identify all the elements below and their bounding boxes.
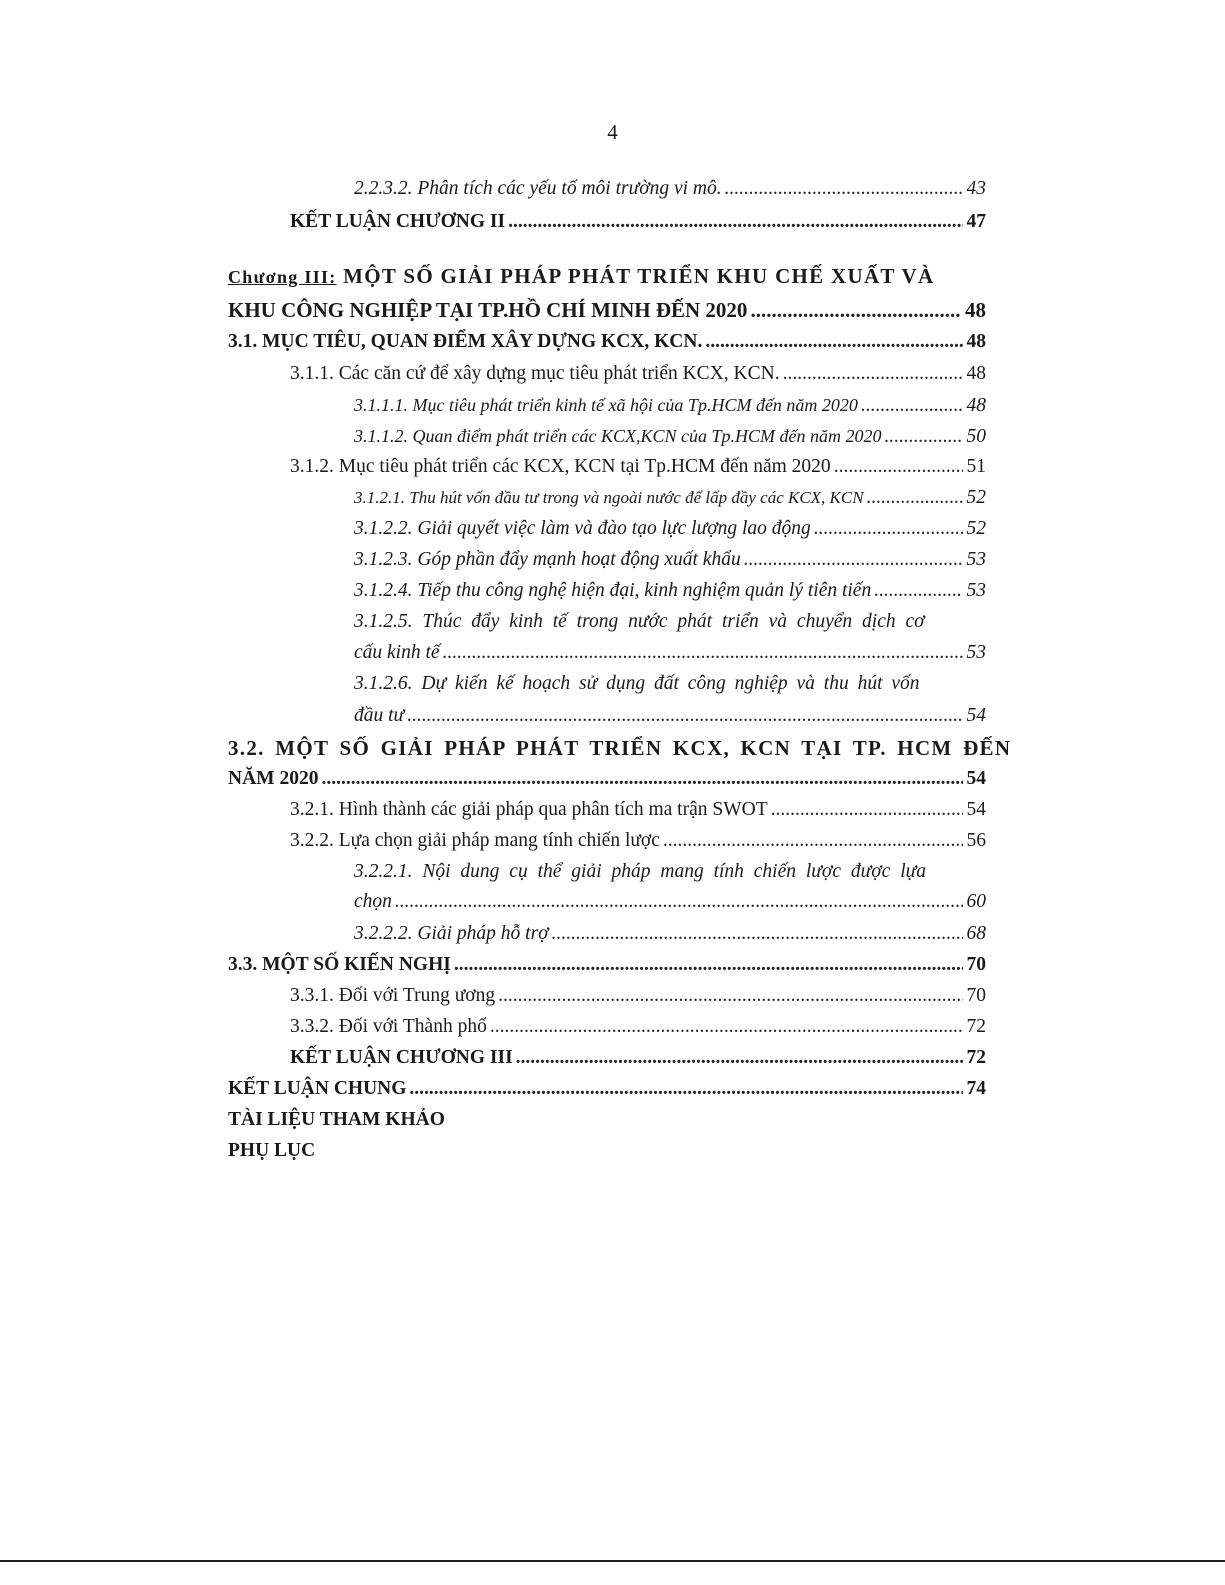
page-bottom-rule: [0, 1560, 1225, 1562]
dot-leader: [744, 547, 963, 573]
toc-entry-title: 3.2.2.1. Nội dung cụ thể giải pháp mang tính chiến lược được lựa: [354, 861, 926, 882]
toc-entry-title: 3.1.2.6. Dự kiến kế hoạch sử dụng đất công nghiệp và thu hút vốn: [354, 673, 920, 694]
dot-leader: [705, 329, 962, 355]
toc-entry[interactable]: [354, 703, 986, 729]
toc-entry[interactable]: [354, 859, 930, 885]
toc-page-number: 47: [966, 211, 986, 232]
dot-leader: [814, 516, 963, 542]
toc-entry[interactable]: [290, 797, 986, 823]
toc-entry-title: 3.1.2.2. Giải quyết việc làm và đào tạo lực lượng lao động: [354, 518, 811, 539]
toc-entry[interactable]: [290, 1014, 986, 1040]
toc-page-number: 43: [966, 178, 986, 199]
toc-page-number: 52: [966, 518, 986, 539]
toc-entry-title: 3.1.2.4. Tiếp thu công nghệ hiện đại, kinh nghiệm quản lý tiên tiến: [354, 580, 872, 601]
toc-entry-title: 3.2.1. Hình thành các giải pháp qua phân tích ma trận SWOT: [290, 799, 768, 820]
toc-entry-title: cấu kinh tế: [354, 642, 440, 663]
dot-leader: [867, 485, 963, 511]
toc-entry-title: 3.1.2.3. Góp phần đẩy mạnh hoạt động xuất khẩu: [354, 549, 741, 570]
dot-leader: [874, 578, 962, 604]
toc-entry[interactable]: [354, 671, 930, 697]
toc-page-number: 72: [966, 1016, 986, 1037]
toc-entry[interactable]: [354, 485, 986, 511]
toc-page-number: 72: [966, 1047, 986, 1068]
toc-entry[interactable]: [354, 609, 930, 635]
toc-entry-title: 3.2.2. Lựa chọn giải pháp mang tính chiến lược: [290, 830, 660, 851]
toc-entry[interactable]: [228, 766, 986, 792]
toc-entry-title: 2.2.3.2. Phân tích các yếu tố môi trường vi mô.: [354, 178, 722, 199]
toc-entry[interactable]: [228, 1107, 986, 1133]
dot-leader: [771, 797, 963, 823]
dot-leader: [395, 889, 963, 915]
toc-entry-title: NĂM 2020: [228, 768, 319, 789]
toc-entry-title: 3.2.2.2. Giải pháp hỗ trợ: [354, 923, 549, 944]
dot-leader: [834, 454, 963, 480]
dot-leader: [884, 424, 962, 450]
toc-entry[interactable]: [354, 889, 986, 915]
toc-page-number: 74: [966, 1078, 986, 1099]
dot-leader: [409, 1076, 962, 1102]
toc-page-number: 68: [966, 923, 986, 944]
toc-entry-title: 3.2. MỘT SỐ GIẢI PHÁP PHÁT TRIỂN KCX, KCN TẠI TP. HCM ĐẾN: [228, 736, 1012, 760]
toc-entry-title: 3.1.1.2. Quan điểm phát triển các KCX,KCN của Tp.HCM đến năm 2020: [354, 426, 882, 446]
dot-leader: [498, 983, 962, 1009]
toc-page-number: 48: [966, 331, 986, 352]
toc-entry[interactable]: [290, 828, 986, 854]
toc-entry[interactable]: [290, 361, 986, 387]
toc-entry[interactable]: [354, 516, 986, 542]
toc-page-number: 70: [966, 985, 986, 1006]
toc-entry-title: 3.1.2.5. Thúc đẩy kinh tế trong nước phát triển và chuyển dịch cơ: [354, 611, 925, 632]
toc-entry-title: 3.1. MỤC TIÊU, QUAN ĐIỂM XÂY DỰNG KCX, KCN.: [228, 331, 703, 352]
toc-page-number: 60: [966, 891, 986, 912]
toc-entry-title: PHỤ LỤC: [228, 1140, 316, 1161]
toc-page-number: 54: [966, 768, 986, 789]
toc-entry-title: KẾT LUẬN CHƯƠNG II: [290, 211, 506, 232]
toc-entry[interactable]: [290, 983, 986, 1009]
page-number: 4: [607, 120, 618, 144]
dot-leader: [725, 176, 963, 202]
dot-leader: [516, 1045, 963, 1071]
toc-entry[interactable]: [228, 1076, 986, 1102]
toc-page-number: 51: [966, 456, 986, 477]
dot-leader: [663, 828, 963, 854]
dot-leader: [861, 393, 963, 419]
toc-entry-title: TÀI LIỆU THAM KHẢO: [228, 1109, 445, 1130]
toc-entry[interactable]: [354, 392, 986, 419]
toc-page-number: 48: [965, 298, 986, 322]
toc-entry-title: 3.1.2.1. Thu hút vốn đầu tư trong và ngoài nước để lấp đầy các KCX, KCN: [354, 488, 864, 507]
toc-page-number: 53: [966, 642, 986, 663]
dot-leader: [490, 1014, 963, 1040]
dot-leader: [552, 921, 963, 947]
toc-entry-title: KẾT LUẬN CHUNG: [228, 1078, 407, 1099]
dot-leader: [443, 640, 963, 666]
toc-entry[interactable]: [290, 209, 986, 235]
toc-page-number: 48: [966, 395, 986, 416]
toc-entry-title: KẾT LUẬN CHƯƠNG III: [290, 1047, 513, 1068]
toc-page-number: 70: [966, 954, 986, 975]
toc-entry[interactable]: [290, 1045, 986, 1071]
toc-page-number: 54: [966, 799, 986, 820]
toc-entry-title: Chương III: MỘT SỐ GIẢI PHÁP PHÁT TRIỂN KHU CHẾ XUẤT VÀ: [228, 264, 935, 288]
toc-entry[interactable]: [354, 423, 986, 450]
toc-entry[interactable]: [354, 176, 986, 202]
toc-entry[interactable]: [228, 1138, 986, 1164]
chapter-heading[interactable]: [228, 263, 986, 290]
toc-page-number: 53: [966, 549, 986, 570]
toc-entry[interactable]: [354, 578, 986, 604]
toc-entry-title: 3.3. MỘT SỐ KIẾN NGHỊ: [228, 954, 451, 975]
toc-page-number: 48: [966, 363, 986, 384]
toc-entry[interactable]: [354, 640, 986, 666]
dot-leader: [783, 361, 963, 387]
dot-leader: [321, 766, 962, 792]
toc-page-number: 50: [966, 426, 986, 447]
toc-entry-title: chọn: [354, 891, 392, 912]
toc-entry-title: 3.1.1. Các căn cứ để xây dựng mục tiêu phát triển KCX, KCN.: [290, 363, 780, 384]
dot-leader: [750, 297, 961, 323]
toc-entry[interactable]: [228, 297, 986, 323]
toc-page-number: 53: [966, 580, 986, 601]
toc-entry-title: 3.1.1.1. Mục tiêu phát triển kinh tế xã hội của Tp.HCM đến năm 2020: [354, 395, 858, 415]
toc-entry-title: 3.3.1. Đối với Trung ương: [290, 985, 496, 1006]
toc-entry-title: 3.3.2. Đối với Thành phố: [290, 1016, 487, 1037]
toc-entry[interactable]: [228, 329, 986, 355]
dot-leader: [407, 703, 962, 729]
toc-entry-title: đầu tư: [354, 705, 405, 726]
dot-leader: [454, 952, 963, 978]
toc-entry-title: 3.1.2. Mục tiêu phát triển các KCX, KCN tại Tp.HCM đến năm 2020: [290, 456, 831, 477]
toc-page-number: 56: [966, 830, 986, 851]
section-heading[interactable]: [228, 735, 1012, 761]
toc-page-number: 52: [966, 487, 986, 508]
toc-entry-title: KHU CÔNG NGHIỆP TẠI TP.HỒ CHÍ MINH ĐẾN 2020: [228, 298, 748, 322]
toc-page-number: 54: [966, 705, 986, 726]
toc-entry[interactable]: [228, 952, 986, 978]
toc-entry[interactable]: [290, 454, 986, 480]
toc-entry[interactable]: [354, 547, 986, 573]
toc-entry[interactable]: [354, 921, 986, 947]
dot-leader: [508, 209, 962, 235]
